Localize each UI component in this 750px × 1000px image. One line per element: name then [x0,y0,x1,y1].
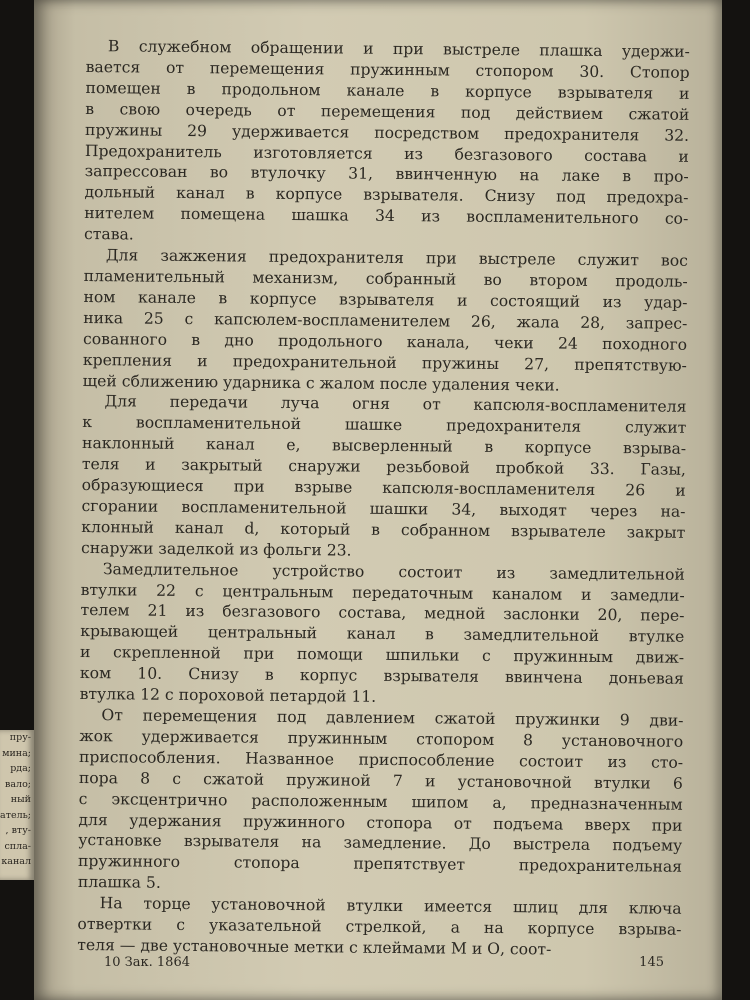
text-line: вается от перемещения пружинным стопором 30. Стопор [85,57,690,82]
paragraph [81,391,687,564]
text-line: ком 10. Снизу в корпус взрывателя ввинчена доньевая [79,664,684,688]
page-body [77,36,690,962]
paragraph [77,893,682,962]
text-line: плашка 5. [77,873,161,893]
text-line: клонный канал d, который в собранном взрывателе закрыт [81,517,686,542]
edge-text-line: канал [1,856,31,867]
text-line: дольный канал в корпусе взрывателя. Снизу под предохра- [84,183,689,208]
text-line: для удержания пружинного стопора от подъема вверх при [78,810,683,835]
text-line: нителем помещена шашка 34 из воспламенительного со- [84,204,689,229]
printer-signature: 10 Зак. 1864 [104,955,190,970]
edge-text-line: атель; [0,809,31,821]
text-line: сованного в дно продольного канала, чеки 24 походного [83,329,688,354]
paragraph [78,705,684,899]
text-line: пружинного стопора препятствует предохранительная [77,852,683,877]
text-line: В служебном обращении и при выстреле плашка удержи- [107,37,690,61]
text-line: пора 8 с сжатой пружиной 7 и установочной втулки 6 [78,768,683,793]
text-line: запрессован во втулочку 31, ввинченную на лаке в про- [84,162,689,187]
edge-text-line: мина; [2,747,31,759]
text-line: телем 21 из безгазового состава, медной заслонки 20, пере- [80,601,685,626]
text-line: и скрепленной при помощи шпильки с пружинным движ- [79,643,685,668]
paragraph [80,559,685,711]
text-line: втулка 12 с пороховой петардой 11. [79,685,377,706]
edge-text-line: спла- [4,840,31,852]
text-line: к воспламенительной шашке предохранителя служит [82,413,687,438]
text-line: пружины 29 удерживается посредством предохранителя 32. [85,120,690,145]
text-line: установке взрывателя на замедление. До выстрела подъему [78,831,683,856]
text-line: теля и закрытый снаружи резьбовой пробкой 33. Газы, [81,455,686,479]
text-line: в свою очередь от перемещения под действием сжатой [85,99,690,124]
text-line: Для зажжения предохранителя при выстреле служит вос [105,246,688,270]
text-line: втулки 22 с центральным передаточным каналом и замедли- [80,580,685,605]
text-line: снаружи заделкой из фольги 23. [81,538,352,560]
text-line: ном канале в корпусе взрывателя и состоящий из удар- [83,287,688,312]
text-line: приспособления. Названное приспособление состоит из сто- [78,747,684,772]
text-line: теля — две установочные метки с клеймами М и О, соот- [77,935,552,959]
text-line: пламенительный механизм, собранный во втором продоль- [83,266,688,291]
adjacent-page-edge [0,730,34,880]
text-line: ника 25 с капсюлем-воспламенителем 26, жала 28, запрес- [83,308,688,333]
text-line: крепления и предохранительной пружины 27, препятствую- [82,350,687,375]
text-line: с эксцентрично расположенным шипом а, предназначенным [78,789,683,814]
text-line: отвертки с указательной стрелкой, а на корпусе взрыва- [77,915,682,939]
page-number: 145 [639,955,664,970]
edge-text-line: ный [10,794,31,805]
text-line: образующиеся при взрыве капсюля-воспламенителя 26 и [81,476,686,500]
text-line: От перемещения под давлением сжатой пружинки 9 дви- [101,706,684,730]
book-page [34,0,722,1000]
edge-text-line: рда; [10,763,31,774]
text-line: На торце установочной втулки имеется шлиц для ключа [99,894,682,918]
text-line: щей сближению ударника с жалом после удаления чеки. [82,371,560,395]
edge-text-line: , вту- [5,825,31,836]
text-line: Замедлительное устройство состоит из замедлительной [102,559,685,584]
text-line: помещен в продольном канале в корпусе взрывателя и [85,78,690,103]
text-line: става. [84,225,134,244]
edge-text-line: вало; [5,778,31,790]
paragraph [84,36,690,251]
text-line: жок удерживается пружинным стопором 8 установочного [79,726,684,751]
adjacent-page-text [0,730,34,870]
text-line: сгорании воспламенительной шашки 34, выходят через на- [81,496,686,521]
text-line: Для передачи луча огня от капсюля-воспламенителя [104,392,687,417]
text-line: Предохранитель изготовляется из безгазового состава и [84,141,689,166]
text-line: наклонный канал е, высверленный в корпусе взрыва- [82,434,687,458]
text-line: крывающей центральный канал в замедлительной втулке [80,622,685,647]
paragraph [83,245,688,397]
edge-text-line: пру- [9,732,31,743]
